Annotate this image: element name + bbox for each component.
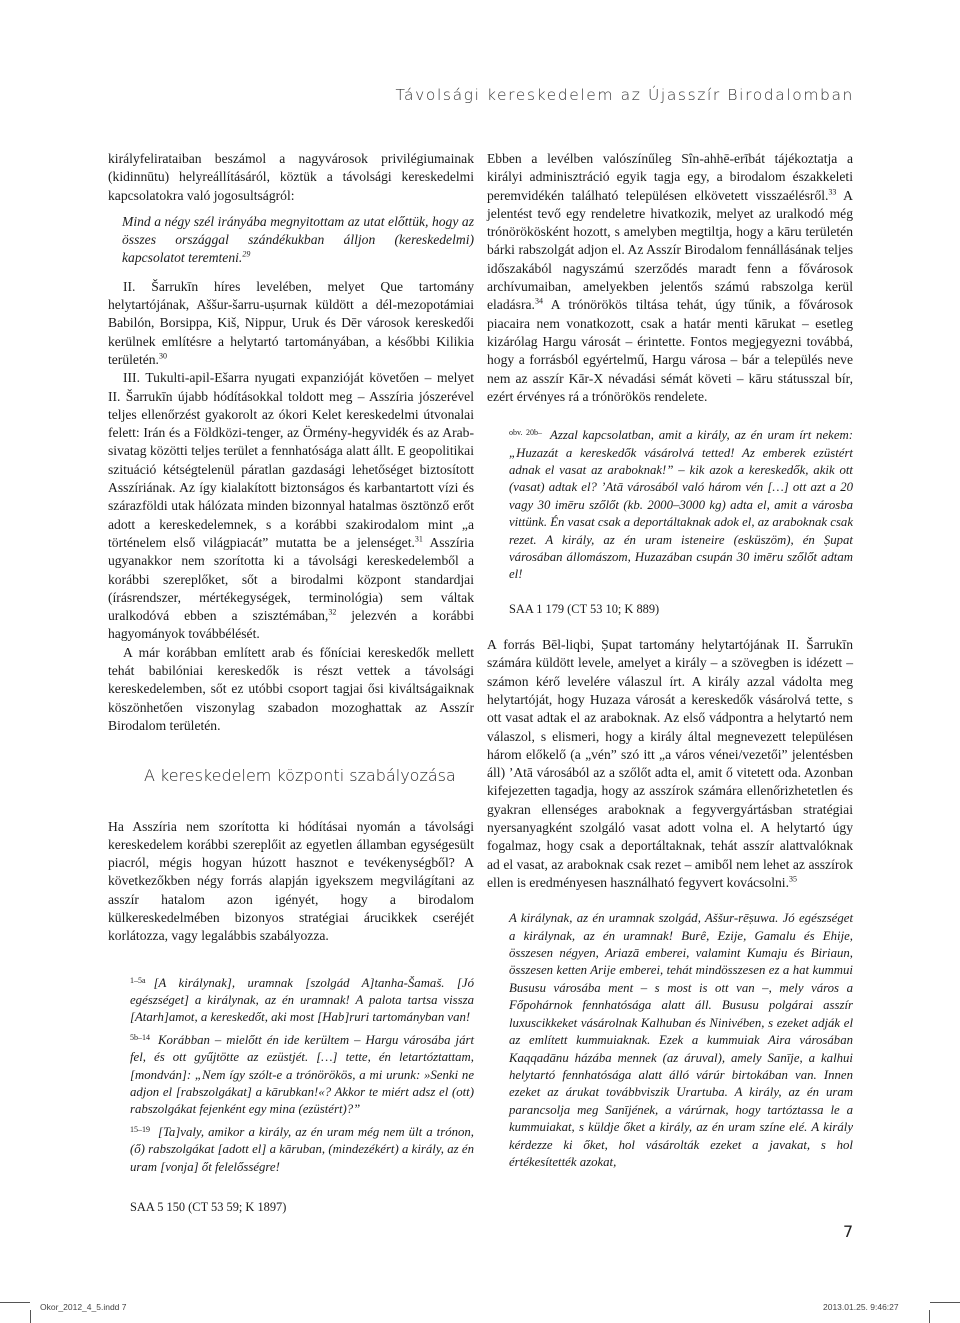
letter-text: Azzal kapcsolatban, amit a király, az én uram írt nekem: „Huzazát a kereskedők vásárolvá tetted! Az emberek ezüstért adnak el vasat az araboknak!” – kik azok a kereskedők, akik ott (vasat) adtak el? ’Atā városából való három vén […] ott azt a 20 vagy 30 imēru szőlőt (kb. 2000–3000 kg) adta el, amit a városba vittünk. Én vasat csak a deportáltaknak adok el, az araboknak csak rezet. A király, az én uram isteneire (esküszöm), én Ṣupat városában állomászom, Huzazában csupán 30 imēru szőlőt adtam el! bbox=[509, 428, 854, 582]
paragraph bbox=[108, 278, 474, 369]
line-number: 15–19 bbox=[130, 1124, 150, 1134]
line-number: obv. 20b– bbox=[509, 428, 543, 438]
footnote-ref[interactable]: 33 bbox=[828, 187, 837, 197]
line-number: 1–5a bbox=[130, 975, 146, 985]
letter-line-1 bbox=[130, 972, 474, 1027]
paragraph-text: Ebben a levélben valószínűleg Sîn-ahhē-erībát tájékoztatja a királyi adminisztráció egyik tagja egy, a birodalom északkeleti peremvidékén található településen elkövetett visszaélésről. bbox=[487, 151, 853, 203]
source-citation: SAA 1 179 (CT 53 10; K 889) bbox=[509, 601, 660, 616]
paragraph: A már korábban említett arab és főníciai kereskedők mellett tehát babilóniai kereskedők is részt vettek a távolsági kereskedelemben, sőt ez utóbbi csoport tagjai ősi kiváltságaiknak köszönhetően viszonylag szabadon mozoghattak az Asszír Birodalom területén. bbox=[108, 644, 474, 733]
paragraph: királyfelirataiban beszámol a nagyvárosok privilégiumainak (kidinnūtu) helyreállításáról, köztük a távolsági kereskedelmi kapcsolatokra való jogosultságról: bbox=[108, 151, 474, 203]
letter-line-3 bbox=[130, 1121, 474, 1176]
running-head: Távolsági kereskedelem az Újasszír Birodalomban bbox=[395, 86, 854, 104]
footnote-ref[interactable]: 31 bbox=[414, 534, 423, 544]
letter-text: Korábban – mielőtt én ide kerültem – Hargu városába járt fel, és ott gyűjtötte az ezüstjét. […] tette, én letartóztattam, [mondván]: „Nem így szólt-e a trónörökös, a mi urunk: »Senki ne adjon el [rabszolgákat] a kārubkan!«? Akkor te miért adsz el (ott) rabszolgákat fejenként egy mina (ezüstért)?” bbox=[130, 1032, 474, 1117]
paragraph-text: jelezvén a korábbi hagyományok továbbélését. bbox=[108, 608, 474, 642]
slug-timestamp: 2013.01.25. 9:46:27 bbox=[823, 1302, 899, 1312]
letter-quote bbox=[509, 424, 853, 584]
letter-quote: A királynak, az én uramnak szolgád, Aššur-rēṣuwa. Jó egészséget a királynak, az én uramnak! Burê, Ezije, Gamalu és Ehije, összesen négyen, Ariazā emberei, valamint Kumaju és Biriaun, összesen ketten Arije emberei, tehát mindösszesen ez a hat kummui Bususu városába ment – s most is ott van –, mely város a Főpohárnok fennhatósága alatt áll. Bususu polgárai asszír luxuscikkeket vásárolnak Kalhuban és Ninivében, s ezeket adják el az említett kummuiaknak. Ezek a kummuiak Aira városában Kaqqadānu házába mennek (az áruval), amely Sanīje, a kalhui helytartó fennhatósága alatt álló várúr birtokában van. Innen ezeket az árukat továbbviszik Urartuba. A király, az én uram parancsolja meg Sanījének, a várúrnak, hogy tartóztassa le a kummuiakat, s küldje őket a király, az én uram színe elé. A király kérdezze ki őket, hol vásárolták ezeket a javakat, s hol értékesítették azokat, bbox=[509, 911, 853, 1169]
footnote-ref[interactable]: 34 bbox=[534, 296, 543, 306]
letter-text: [A királynak], uramnak [szolgád A]tanha-Šamaš. [Jó egészséget] a királynak, az én uramnak! A palota tartsa vissza [Atarh]amot, a kereskedőt, aki most [Hab]ruri tartományban van! bbox=[130, 975, 474, 1025]
letter-line-2 bbox=[130, 1029, 474, 1119]
paragraph-text: Asszíria ugyanakkor nem szorította ki a távolsági kereskedelemből a korábbi szereplőket, sőt a birodalmi központ standardjai (írásrendszer, mértékegységek, terminológia) sem váltak uralkodóvá ebben a szisztémában, bbox=[108, 534, 474, 624]
crop-mark bbox=[929, 1310, 930, 1323]
letter-text: [Ta]valy, amikor a király, az én uram még nem ült a trónon, (ő) rabszolgákat [adott el] a kāruban, (mindezékért) a király, az én uram [vonja] őt felelősségre! bbox=[130, 1124, 474, 1174]
paragraph-text: A jelentést tevő egy rendeletre hivatkozik, melyet az uralkodó még trónörökösként hozott, s amelyben megtiltja, hogy a kāru területén bárki rabszolgát adjon el. Az Asszír Birodalom fennállásának teljes időszakából nagyszámú szerződés maradt fenn a fővárosok archívumaiban, amelyekben jelentős számú rabszolga kerül eladásra. bbox=[487, 187, 853, 313]
crop-mark bbox=[0, 1302, 30, 1303]
slug-filename: Okor_2012_4_5.indd 7 bbox=[40, 1302, 127, 1312]
line-number: 5b–14 bbox=[130, 1032, 150, 1042]
block-quote bbox=[122, 213, 474, 268]
paragraph bbox=[487, 150, 853, 406]
footnote-ref[interactable]: 30 bbox=[158, 351, 167, 361]
crop-mark bbox=[30, 1310, 31, 1323]
paragraph-text: A trónörökös tiltása tehát, úgy tűnik, a fővárosok piacaira nem vonatkozott, csak a határ menti kārukat – esetleg kizárólag Hargu városát – érintette. Fontos megjegyezni továbbá, hogy a forrásból egyértelmű, Hargu városa – bár a település neve nem az asszír Kār-X névadási sémát követi – kāru státusszal bír, ezért érvényes rá a trónörökös rendelete. bbox=[487, 297, 853, 404]
paragraph-text: A forrás Bēl-liqbi, Ṣupat tartomány helytartójának II. Šarrukīn számára küldött levele, amelyet a király – a szövegben is idézett – számon kérő levelére válaszul írt. A király azzal vádolta meg helytartóját, hogy Huzaza városát a kereskedők vásárolvá tette, s ott vasat adtak el az araboknak. Az első vádpontra a helytartó nem válaszol, s elismeri, hogy a király által megnevezett településen három előkelő (a „vén” szó itt „a város vénei/vezetői” jelentésben áll) ’Atā városából az a szőlőt adta el, amit ő vitetett oda. Azonban kifejezetten tagadja, hogy az asszírok számára ellenőrizhetetlen és gyakran ellenséges araboknak a fegyvergyártásban stratégiai nyersanyagként szolgáló vasat adott volna el. A helytartó úgy fogalmaz, hogy csak a deportáltaknak, tehát asszír alattvalóknak ad el vasat, az araboknak csak rezet – amiből nem lehet az asszírok ellen is eredményesen használható fegyvert kovácsolni. bbox=[487, 637, 853, 890]
footnote-ref[interactable]: 35 bbox=[788, 874, 797, 884]
paragraph bbox=[108, 369, 474, 643]
quote-text: Mind a négy szél irányába megnyitottam az utat előttük, hogy az összes országgal szándékukban álljon (kereskedelmi) kapcsolatot teremteni. bbox=[122, 213, 474, 266]
paragraph-text: III. Tukulti-apil-Ešarra nyugati expanzióját követően – melyet II. Šarrukīn újabb hódításokkal toldott meg – Asszíria jószerével teljes ellenőrzést gyakorolt az ókori Kelet kereskedelmi útvonalai felett: Irán és a Földközi-tenger, az Örmény-hegyvidék és az Arab-sivatag közötti teljes terület a fennhatósága alatt állt. E geopolitikai szituáció kétségtelenül páratlan gazdasági lehetőséget biztosított Asszíriának. Az így kialakított biztonságos és karbantartott vízi és szárazföldi utak hálózata minden bizonnyal hatalmas ösztönző erőt adott a kereskedelemnek, s a korábbi szakirodalom mint „a történelem első világpiacát” mutatta be a jelenséget. bbox=[108, 370, 474, 550]
paragraph: Ha Asszíria nem szorította ki hódításai nyomán a távolsági kereskedelem korábbi szereplőit az egyetlen államban egységesült piacról, mégis hogyan húzott hasznot e tevékenységből? A következőkben négy forrás alapján igyekszem megvilágítani az asszír hatalom azon igényét, hogy a birodalom külkereskedelmében bizonyos stratégiai árucikkek cseréjét korlátozza, vagy legalábbis szabályozza. bbox=[108, 818, 474, 944]
paragraph bbox=[487, 636, 853, 892]
page-number: 7 bbox=[843, 1222, 854, 1241]
crop-mark bbox=[930, 1302, 960, 1303]
section-heading: A kereskedelem központi szabályozása bbox=[144, 766, 456, 786]
footnote-ref[interactable]: 32 bbox=[328, 607, 337, 617]
paragraph-text: II. Šarrukīn híres levelében, melyet Que tartomány helytartójának, Aššur-šarru-uṣurnak küldött a dél-mezopotámiai Babilón, Borsippa, Kiš, Nippur, Uruk és Dēr városok kereskedői kerülnek említésre a helytartó tartományában, a későbbi Kilikia területén. bbox=[108, 278, 474, 367]
right-column bbox=[487, 150, 853, 1171]
source-citation: SAA 5 150 (CT 53 59; K 1897) bbox=[130, 1200, 287, 1215]
left-column bbox=[108, 150, 474, 1216]
footnote-ref[interactable]: 29 bbox=[242, 249, 251, 259]
